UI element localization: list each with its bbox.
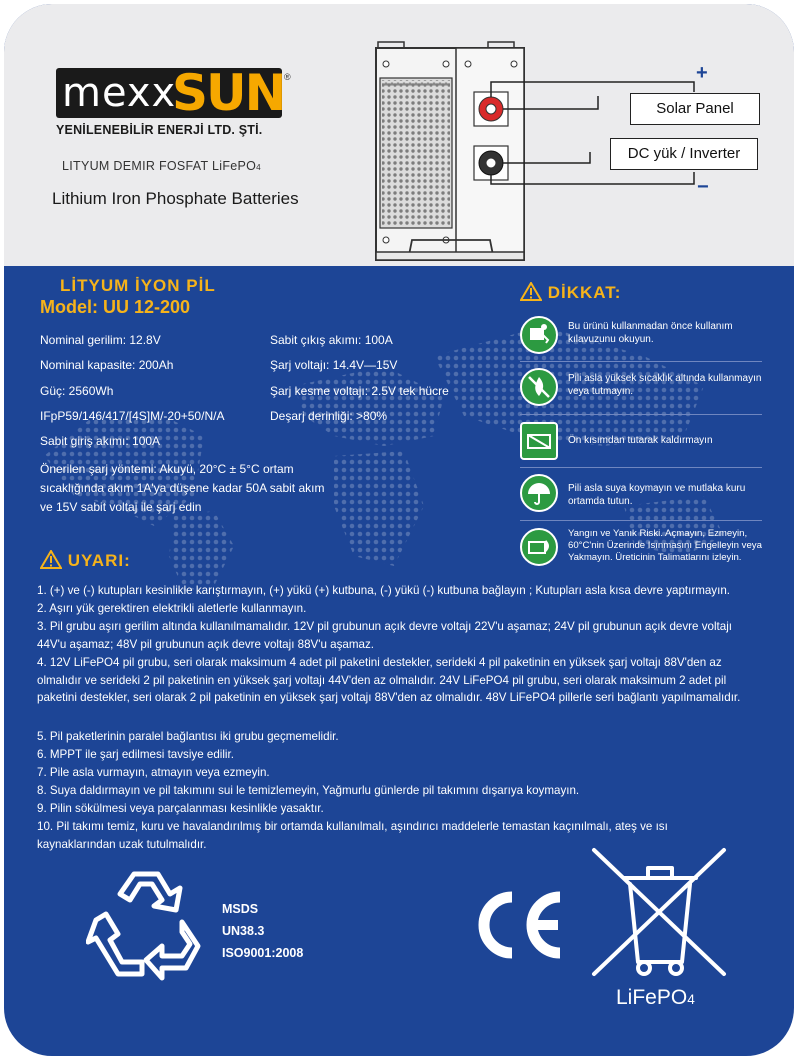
header-panel bbox=[4, 4, 794, 266]
dc-load-box: DC yük / Inverter bbox=[610, 138, 758, 170]
caution-divider bbox=[520, 361, 762, 362]
spec-nominal-capacity: Nominal kapasite: 200Ah bbox=[40, 358, 174, 372]
no-heat-icon bbox=[520, 368, 558, 406]
crossed-bin-icon bbox=[590, 844, 730, 984]
logo-sun: SUN bbox=[172, 64, 285, 122]
spec-input-current: Sabit giriş akımı: 100A bbox=[40, 434, 161, 448]
warning-rule-4: 4. 12V LiFePO4 pil grubu, seri olarak maksimum 4 adet pil paketini destekler, serideki 4 pil paketinin en yüksek şarj voltajı 88V'den az olmalıdır ve serideki 2 pil paketinin en yüksek şarj voltajı 44V'den az olmalıdır. 24V LiFePO4 pil grubu, seri olarak maksimum 2 adet pil paketini destekler, seri olarak 2 pil paketinin en yüksek şarj voltajı 88V'den az olmalıdır. 48V LiFePO4 pillerle seri bağlantı yapılmamalıdır. bbox=[37, 656, 741, 704]
spec-cell-code: IFpP59/146/417/[4S]M/-20+50/N/A bbox=[40, 409, 225, 423]
lift-from-front-icon bbox=[520, 422, 558, 460]
warning-triangle-icon bbox=[520, 282, 542, 301]
warning-rule-1: 1. (+) ve (-) kutupları kesinlikle karıştırmayın, (+) yükü (+) kutbuna, (-) yükü (-) kutbuna bağlayın ; Kutupları asla kısa devre yaptırmayın. bbox=[37, 584, 730, 597]
registered-mark: ® bbox=[284, 72, 291, 82]
spec-power: Güç: 2560Wh bbox=[40, 384, 114, 398]
cert-un38: UN38.3 bbox=[222, 924, 265, 938]
charging-recommendation: Önerilen şarj yöntemi: Akuyü, 20°C ± 5°C ortam sıcaklığında akım 1A'ya düşene kadar 50A sabit akım ve 15V sabit voltaj ile şarj edin bbox=[40, 462, 325, 514]
section-title-battery: LİTYUM İYON PİL bbox=[60, 276, 216, 295]
spec-nominal-voltage: Nominal gerilim: 12.8V bbox=[40, 333, 161, 347]
caution-divider bbox=[520, 414, 762, 415]
caution-text-manual: Bu ürünü kullanmadan önce kullanım kılavuzunu okuyun. bbox=[568, 321, 733, 345]
warning-rule-2: 2. Aşırı yük gerektiren elektrikli aletlerle kullanmayın. bbox=[37, 602, 307, 615]
warning-rule-8: 8. Suya daldırmayın ve pil takımını sui le temizlemeyin, Yağmurlu günlerde pil takımını dışarıya koymayın. bbox=[37, 784, 580, 797]
caution-divider bbox=[520, 520, 762, 521]
warning-rule-6: 6. MPPT ile şarj edilmesi tavsiye edilir. bbox=[37, 748, 234, 761]
subtitle-tr-main: LITYUM DEMIR FOSFAT LiFePO bbox=[62, 159, 257, 173]
caution-text-lift: Ön kısımdan tutarak kaldırmayın bbox=[568, 435, 713, 446]
model-number: Model: UU 12-200 bbox=[40, 297, 191, 317]
keep-dry-umbrella-icon bbox=[520, 474, 558, 512]
subtitle-tr-subscript: 4 bbox=[256, 163, 261, 172]
manual-reading-icon bbox=[520, 316, 558, 354]
warning-rule-3: 3. Pil grubu aşırı gerilim altında kullanılmamalıdır. 12V pil grubunun açık devre voltajı 22V'u aşamaz; 24V pil grubunun açık devre voltajı 44V'u aşamaz; 48V pil grubunun açık devre voltajı 88V'u aşamaz. bbox=[37, 620, 732, 651]
warning-rule-9: 9. Pilin sökülmesi veya parçalanması kesinlikle yasaktır. bbox=[37, 802, 324, 815]
logo-mexx: mexx bbox=[62, 70, 177, 116]
lifepo-subscript: 4 bbox=[687, 992, 695, 1007]
subtitle-turkish bbox=[62, 159, 261, 173]
subtitle-english: Lithium Iron Phosphate Batteries bbox=[52, 189, 299, 208]
cert-msds: MSDS bbox=[222, 902, 259, 916]
warning-rule-7: 7. Pile asla vurmayın, atmayın veya ezmeyin. bbox=[37, 766, 270, 779]
warning-triangle-icon bbox=[40, 550, 62, 569]
warning-rule-10: 10. Pil takımı temiz, kuru ve havalandırılmış bir ortamda kullanılmalı, aşındırıcı maddelerle temastan kaçınılmalı, ateş ve ısı kaynaklarından uzak tutulmalıdır. bbox=[37, 820, 668, 851]
caution-text-heat: Pili asla yüksek sıcaklık altında kullanmayın veya tutmayın. bbox=[568, 373, 762, 397]
spec-cutoff-voltage: Şarj kesme voltajı: 2.5V tek hücre bbox=[270, 384, 449, 398]
fire-risk-icon bbox=[520, 528, 558, 566]
spec-charge-voltage: Şarj voltajı: 14.4V—15V bbox=[270, 358, 398, 372]
recycle-icon bbox=[86, 862, 206, 982]
positive-sign: + bbox=[696, 62, 708, 84]
warning-rule-5: 5. Pil paketlerinin paralel bağlantısı iki grubu geçmemelidir. bbox=[37, 730, 339, 743]
lifepo-main: LiFePO bbox=[616, 986, 688, 1009]
caution-divider bbox=[520, 467, 762, 468]
battery-label bbox=[4, 4, 794, 1056]
brand-logo bbox=[56, 64, 285, 123]
cert-iso: ISO9001:2008 bbox=[222, 946, 304, 960]
caution-text-fire: Yangın ve Yanık Riski. Açmayın, Ezmeyin, 60°C'nin Üzerinde Isınmasını Engelleyin veya Yakmayın. Üreticinin Talimatlarını izleyin. bbox=[568, 528, 762, 563]
negative-sign: − bbox=[697, 176, 709, 198]
caution-title-text: DİKKAT: bbox=[547, 283, 622, 302]
warning-title bbox=[40, 550, 131, 571]
caution-title bbox=[520, 282, 621, 303]
caution-text-water: Pili asla suya koymayın ve mutlaka kuru ortamda tutun. bbox=[568, 483, 746, 507]
logo-box bbox=[56, 64, 285, 122]
warning-title-text: UYARI: bbox=[67, 551, 131, 570]
solar-panel-box: Solar Panel bbox=[630, 93, 760, 125]
lifepo-label bbox=[616, 986, 695, 1010]
ce-mark-icon bbox=[470, 889, 566, 961]
spec-discharge-depth: Deşarj derinliği: >80% bbox=[270, 409, 388, 423]
spec-output-current: Sabit çıkış akımı: 100A bbox=[270, 333, 393, 347]
company-name: YENİLENEBİLİR ENERJİ LTD. ŞTİ. bbox=[56, 123, 263, 137]
